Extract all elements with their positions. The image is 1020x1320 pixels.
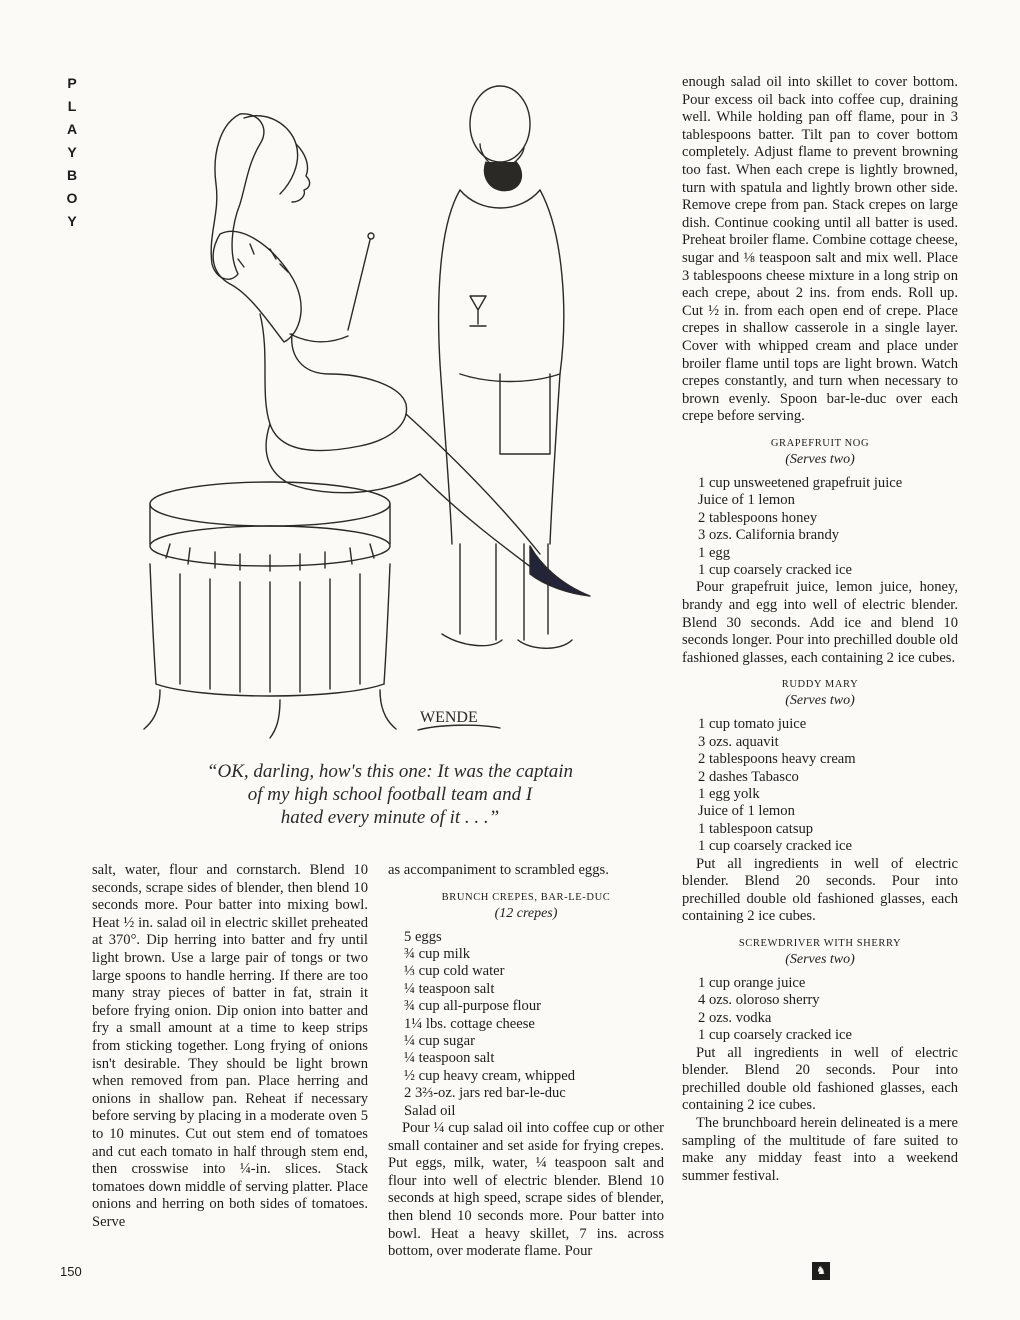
artist-signature: WENDE <box>420 709 478 726</box>
ingredient-item: 2 3⅔-oz. jars red bar-le-duc <box>404 1085 566 1102</box>
recipe-title: RUDDY MARY <box>781 679 859 691</box>
caption-line: “OK, darling, how's this one: It was the captain <box>206 761 574 782</box>
recipe-title: BRUNCH CREPES, BAR-LE-DUC <box>441 891 611 903</box>
ingredient-item: ¼ cup sugar <box>404 1033 475 1050</box>
caption-line: hated every minute of it . . .” <box>280 807 500 828</box>
ingredient-list <box>698 716 958 855</box>
ingredient-item: 5 eggs <box>404 928 442 945</box>
ingredient-item: 2 ozs. vodka <box>698 1009 772 1026</box>
recipe-title: GRAPEFRUIT NOG <box>770 437 870 449</box>
ingredient-item: ½ cup heavy cream, whipped <box>404 1067 576 1084</box>
ingredient-item: 1¼ lbs. cottage cheese <box>404 1015 535 1032</box>
recipe-directions: Pour grapefruit juice, lemon juice, honey, brandy and egg into well of electric blender. Blend 30 seconds. Add ice and blend 10 seconds longer. Pour into prechilled double old fashioned glasses, each containing 2 ice cubes. <box>682 579 958 666</box>
ingredient-item: 1 cup coarsely cracked ice <box>698 838 852 855</box>
ingredient-item: ¼ teaspoon salt <box>404 1050 495 1067</box>
masthead-letter: Y <box>67 144 77 160</box>
column-one <box>92 862 368 1231</box>
recipe-title: SCREWDRIVER WITH SHERRY <box>738 937 902 949</box>
ingredient-item: ¾ cup all-purpose flour <box>404 998 541 1015</box>
ingredient-item: Salad oil <box>404 1102 456 1119</box>
ingredient-item: 1 egg yolk <box>698 785 760 802</box>
ingredient-item: ¾ cup milk <box>404 946 471 962</box>
recipe-yield: (Serves two) <box>785 693 855 709</box>
column-two <box>388 862 664 1261</box>
ingredient-item: Juice of 1 lemon <box>698 492 795 509</box>
rabbit-head-end-mark-icon: ♞ <box>812 1262 830 1280</box>
ingredient-item: 1 cup orange juice <box>698 974 806 991</box>
masthead-letter: P <box>67 75 77 91</box>
ingredient-item: 3 ozs. California brandy <box>698 527 840 544</box>
playboy-masthead <box>60 72 84 233</box>
ingredient-item: 1 cup coarsely cracked ice <box>698 561 852 578</box>
ingredient-item: ¼ teaspoon salt <box>404 980 495 997</box>
caption-line: of my high school football team and I <box>247 784 533 805</box>
cartoon-caption <box>150 760 630 829</box>
recipe-directions: Put all ingredients in well of electric blender. Blend 20 seconds. Pour into prechilled double old fashioned glasses, each containing 2 ice cubes. <box>682 1044 958 1114</box>
ingredient-item: 1 cup unsweetened grapefruit juice <box>698 474 903 491</box>
masthead-letter: L <box>67 98 77 114</box>
recipe-yield: (12 crepes) <box>494 905 558 921</box>
ingredient-item: 1 cup coarsely cracked ice <box>698 1027 852 1044</box>
recipe-yield: (Serves two) <box>785 951 855 967</box>
body-paragraph: enough salad oil into skillet to cover bottom. Pour excess oil back into coffee cup, draining well. While holding pan off flame, pour in 3 tablespoons batter. Tilt pan to cover bottom completely. Adjust flame to prevent browning too fast. When each crepe is lightly browned, turn with spatula and lightly brown other side. Remove crepe from pan. Stack crepes on large dish. Continue cooking until all batter is used. Preheat broiler flame. Combine cottage cheese, sugar and ⅛ teaspoon salt and mix well. Place 3 tablespoons cheese mixture in a long strip on each crepe, about 2 ins. from ends. Roll up. Cut ½ in. from each open end of crepe. Place crepes in shallow casserole in a single layer. Cover with whipped cream and place under broiler flame until tops are light brown. Watch crepes constantly, and turn when necessary to brown evenly. Spoon bar-le-duc over each crepe before serving. <box>682 74 958 425</box>
masthead-letter: A <box>66 121 78 137</box>
ingredient-list <box>698 475 958 579</box>
ingredient-item: 1 cup tomato juice <box>698 716 807 733</box>
cartoon-drawing <box>120 74 660 754</box>
ingredient-item: ⅓ cup cold water <box>404 963 505 980</box>
page-number: 150 <box>60 1264 82 1279</box>
recipe-directions: Put all ingredients in well of electric blender. Blend 20 seconds. Pour into prechilled double old fashioned glasses, each containing 2 ice cubes. <box>682 855 958 925</box>
body-paragraph: salt, water, flour and cornstarch. Blend 10 seconds, scrape sides of blender, then blend 10 seconds more. Pour batter into mixing bowl. Heat ½ in. salad oil in electric skillet preheated at 370°. Dip herring into batter and fry until light brown. Use a large pair of tongs or two large spoons to handle herring. If there are too many stray pieces of batter in fat, strain it before frying onion. Dip onion into batter and fry a small amount at a time to keep strips from sticking together. Long frying of onions isn't desirable. They should be light brown when removed from pan. Place herring and onions in shallow pan. Reheat if necessary before serving by placing in a moderate oven 5 to 10 minutes. Cut out stem end of tomatoes and cut each tomato in half through stem end, then crosswise into ¼-in. slices. Stack tomatoes down middle of serving platter. Place onions and herring on both sides of tomatoes. Serve <box>92 862 368 1230</box>
recipe-directions: Pour ¼ cup salad oil into coffee cup or other small container and set aside for frying crepes. Put eggs, milk, water, ¼ teaspoon salt and flour into well of electric blender. Blend 10 seconds at high speed, scrape sides of blender, then blend 10 seconds more. Pour batter into bowl. Heat a heavy skillet, 7 ins. across bottom, over moderate flame. Pour <box>388 1120 664 1260</box>
ingredient-item: 2 dashes Tabasco <box>698 768 799 785</box>
ingredient-item: 4 ozs. oloroso sherry <box>698 992 820 1009</box>
ingredient-item: 1 tablespoon catsup <box>698 820 814 837</box>
cartoon-illustration <box>120 74 660 754</box>
closing-paragraph: The brunchboard herein delineated is a mere sampling of the multitude of fare suited to make any midday feast into a weekend summer festival. <box>682 1114 958 1184</box>
ingredient-list <box>404 929 664 1120</box>
ingredient-list <box>698 975 958 1045</box>
ingredient-item: 1 egg <box>698 544 731 561</box>
ingredient-item: 2 tablespoons heavy cream <box>698 751 856 768</box>
ingredient-item: 3 ozs. aquavit <box>698 733 779 750</box>
recipe-yield: (Serves two) <box>785 451 855 467</box>
masthead-letter: O <box>66 190 78 206</box>
ingredient-item: Juice of 1 lemon <box>698 803 795 820</box>
ingredient-item: 2 tablespoons honey <box>698 509 818 526</box>
masthead-letter: Y <box>67 213 77 229</box>
masthead-letter: B <box>66 167 78 183</box>
column-three <box>682 74 958 1185</box>
body-paragraph: as accompaniment to scrambled eggs. <box>388 862 609 878</box>
